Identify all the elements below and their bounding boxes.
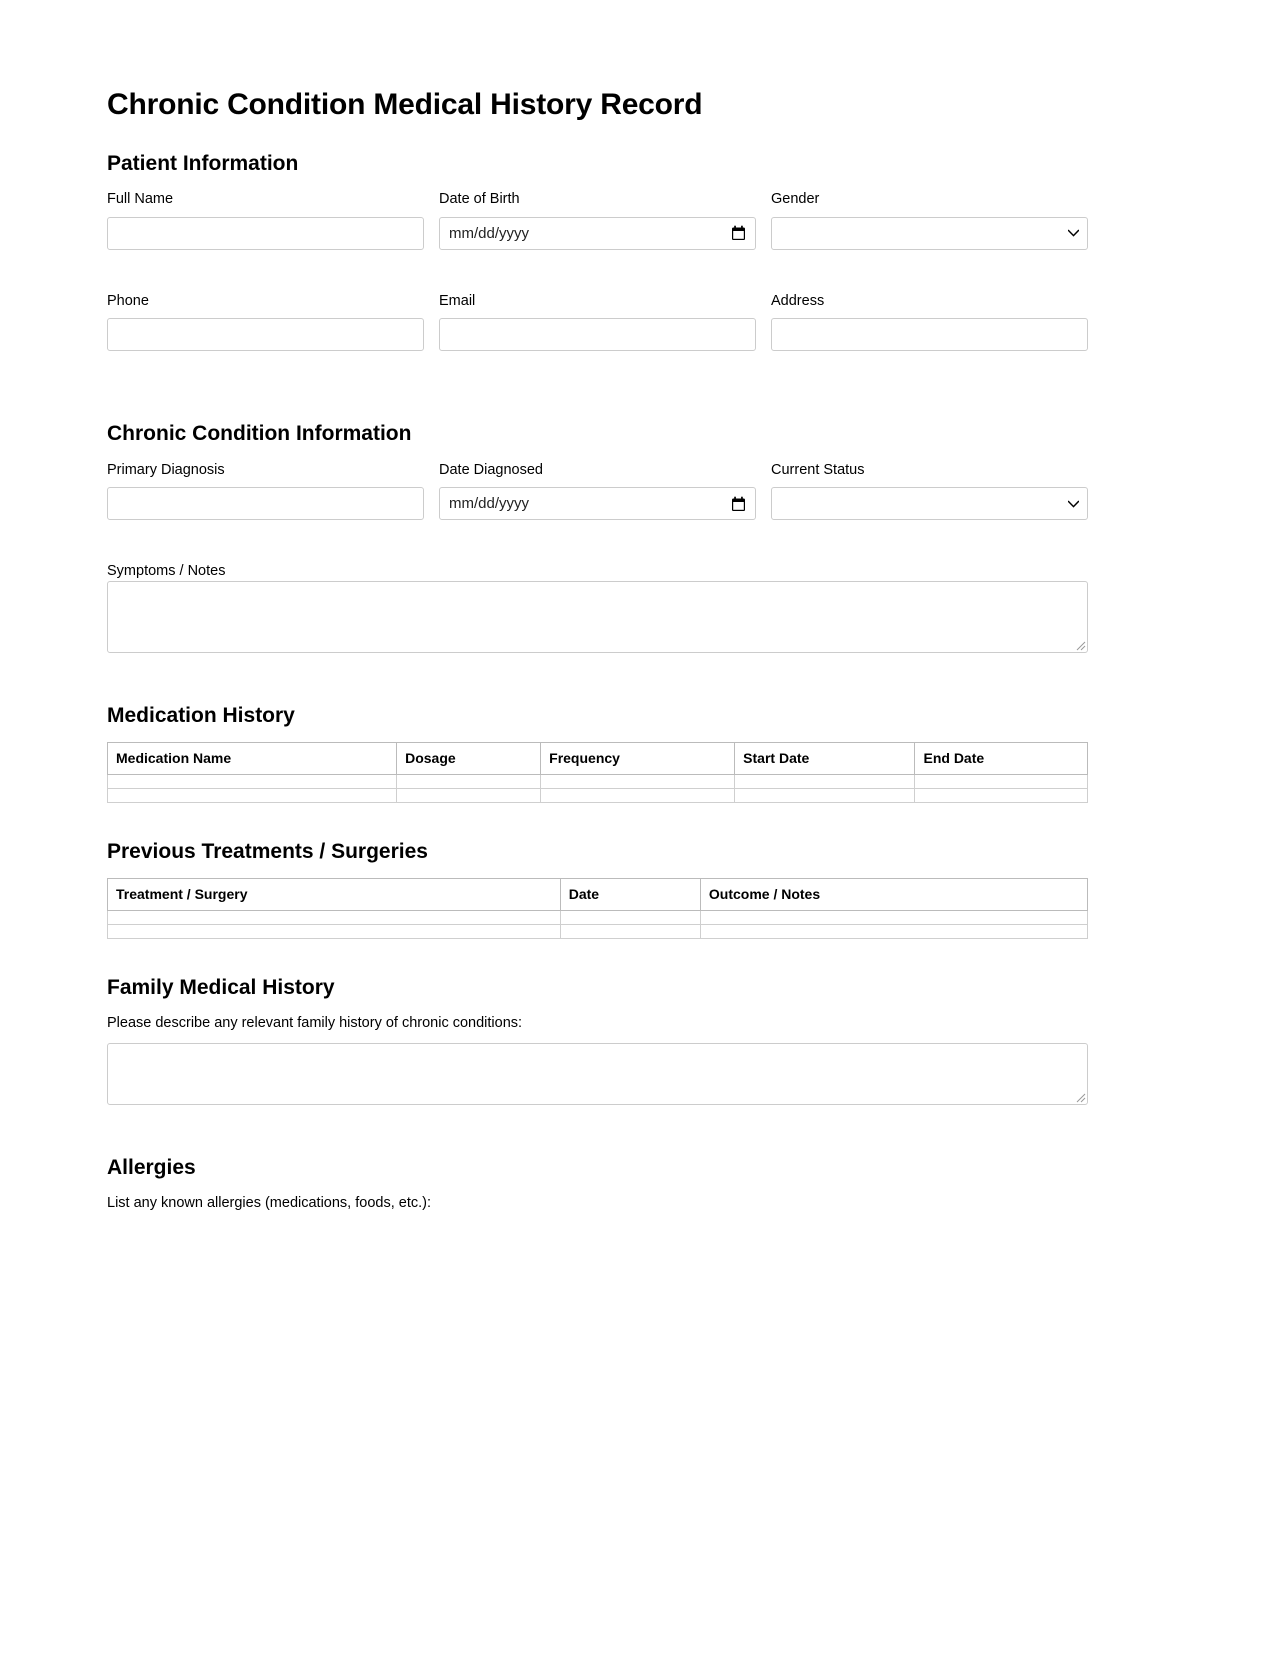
cell-date[interactable]	[560, 925, 700, 939]
table-header-row	[108, 743, 1088, 775]
column-header-outcome-notes: Outcome / Notes	[700, 879, 1087, 911]
section-heading-medication-history: Medication History	[107, 704, 295, 728]
label-phone: Phone	[107, 292, 149, 309]
field-current-status	[771, 461, 1088, 521]
section-heading-previous-treatments: Previous Treatments / Surgeries	[107, 840, 428, 864]
section-medication-history	[107, 703, 1088, 803]
field-date-of-birth	[439, 190, 756, 250]
section-chronic-condition-information	[107, 421, 1088, 653]
cell-outcome-notes[interactable]	[700, 925, 1087, 939]
calendar-icon[interactable]	[731, 225, 746, 241]
cell-end-date[interactable]	[915, 775, 1088, 789]
table-row[interactable]	[108, 789, 1088, 803]
label-address: Address	[771, 292, 825, 309]
field-full-name	[107, 190, 424, 250]
section-allergies	[107, 1155, 1088, 1214]
patient-row-1	[107, 190, 1088, 250]
section-previous-treatments	[107, 839, 1088, 939]
label-email: Email	[439, 292, 476, 309]
section-heading-patient-information: Patient Information	[107, 151, 299, 175]
column-header-medication-name: Medication Name	[108, 743, 397, 775]
treatments-table-head	[108, 879, 1088, 911]
column-header-dosage: Dosage	[397, 743, 541, 775]
current-status-select[interactable]	[771, 487, 1088, 520]
medication-table-head	[108, 743, 1088, 775]
cell-medication-name[interactable]	[108, 775, 397, 789]
calendar-icon[interactable]	[731, 496, 746, 512]
full-name-input[interactable]	[107, 217, 424, 250]
field-symptoms-notes	[107, 562, 1088, 653]
section-family-medical-history	[107, 975, 1088, 1105]
label-current-status: Current Status	[771, 461, 865, 478]
date-diagnosed-placeholder: mm/dd/yyyy	[449, 495, 530, 513]
field-gender	[771, 190, 1088, 250]
field-address	[771, 292, 1088, 352]
cell-treatment-surgery[interactable]	[108, 911, 561, 925]
table-row[interactable]	[108, 775, 1088, 789]
field-phone	[107, 292, 424, 352]
column-header-frequency: Frequency	[541, 743, 735, 775]
label-gender: Gender	[771, 190, 820, 207]
field-primary-diagnosis	[107, 461, 424, 521]
chevron-down-icon	[1068, 500, 1079, 508]
label-primary-diagnosis: Primary Diagnosis	[107, 461, 225, 478]
label-full-name: Full Name	[107, 190, 174, 207]
patient-row-2	[107, 292, 1088, 352]
email-input[interactable]	[439, 318, 756, 351]
date-diagnosed-input[interactable]	[439, 487, 756, 520]
cell-frequency[interactable]	[541, 789, 735, 803]
cell-dosage[interactable]	[397, 775, 541, 789]
cell-date[interactable]	[560, 911, 700, 925]
label-date-of-birth: Date of Birth	[439, 190, 520, 207]
medication-history-table	[107, 742, 1088, 803]
section-heading-allergies: Allergies	[107, 1155, 196, 1179]
address-input[interactable]	[771, 318, 1088, 351]
chevron-down-icon	[1068, 229, 1079, 237]
column-header-end-date: End Date	[915, 743, 1088, 775]
symptoms-notes-textarea[interactable]	[107, 581, 1088, 653]
column-header-treatment-surgery: Treatment / Surgery	[108, 879, 561, 911]
section-patient-information	[107, 151, 1088, 352]
cell-outcome-notes[interactable]	[700, 911, 1087, 925]
section-heading-chronic-condition: Chronic Condition Information	[107, 422, 412, 446]
cell-medication-name[interactable]	[108, 789, 397, 803]
cell-start-date[interactable]	[735, 775, 915, 789]
gender-select[interactable]	[771, 217, 1088, 250]
primary-diagnosis-input[interactable]	[107, 487, 424, 520]
column-header-date: Date	[560, 879, 700, 911]
column-header-start-date: Start Date	[735, 743, 915, 775]
cell-frequency[interactable]	[541, 775, 735, 789]
symptoms-notes-wrapper	[107, 581, 1088, 653]
family-history-textarea[interactable]	[107, 1043, 1088, 1105]
cell-treatment-surgery[interactable]	[108, 925, 561, 939]
treatments-table-body	[108, 911, 1088, 939]
table-row[interactable]	[108, 911, 1088, 925]
phone-input[interactable]	[107, 318, 424, 351]
date-of-birth-placeholder: mm/dd/yyyy	[449, 224, 530, 242]
field-email	[439, 292, 756, 352]
cell-start-date[interactable]	[735, 789, 915, 803]
family-history-wrapper	[107, 1043, 1088, 1105]
field-date-diagnosed	[439, 461, 756, 521]
table-header-row	[108, 879, 1088, 911]
medication-table-body	[108, 775, 1088, 803]
cell-end-date[interactable]	[915, 789, 1088, 803]
allergies-description: List any known allergies (medications, foods, etc.):	[107, 1195, 431, 1212]
label-symptoms-notes: Symptoms / Notes	[107, 563, 226, 580]
page-title: Chronic Condition Medical History Record	[107, 88, 703, 121]
cell-dosage[interactable]	[397, 789, 541, 803]
family-history-description: Please describe any relevant family history of chronic conditions:	[107, 1015, 523, 1032]
label-date-diagnosed: Date Diagnosed	[439, 461, 543, 478]
section-heading-family-history: Family Medical History	[107, 976, 335, 1000]
condition-row-1	[107, 461, 1088, 521]
previous-treatments-table	[107, 878, 1088, 939]
date-of-birth-input[interactable]	[439, 217, 756, 250]
table-row[interactable]	[108, 925, 1088, 939]
